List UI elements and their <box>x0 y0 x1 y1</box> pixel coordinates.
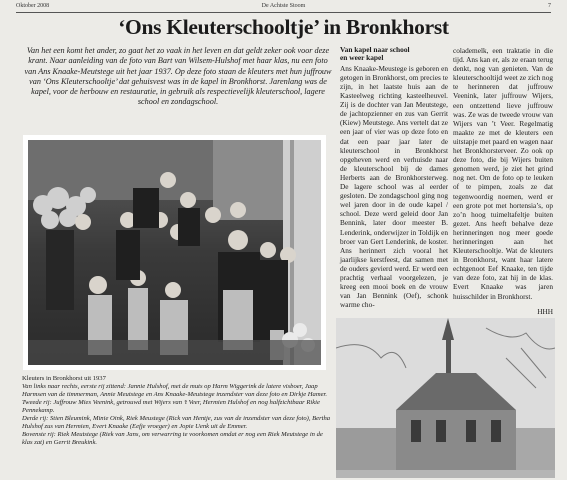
class-photo <box>23 135 326 370</box>
author-signature: HHH <box>537 306 553 316</box>
caption-line: Bovenste rij: Riek Meutstege (Riek van Jans, om verwarring te voorkomen omdat er nog een Riek Meutstege in de klas zat) en Gerrit Breukink. <box>22 431 323 447</box>
article-title: ‘Ons Kleuterschooltje’ in Bronkhorst <box>118 15 449 39</box>
article-intro: Van het een komt het ander, zo gaat het zo vaak in het leven en dat geldt zeker ook voor deze krant. Naar aanleiding van de foto van Bart van Wilsem-Hulshof met haar klas, nu een foto van Ans Knaake-Meutstege uit het jaar 1937. Op deze foto staan de kleuters met hun juffrouw van ‘Ons Kleuterschooltje’ dat gehuisvest was in de kapel in Bronkhorst. Jarenlang was de kapel, voor de herbouw en restauratie, in gebruik als respectievelijk kleuterschool, lagere school en zondagschool. <box>24 46 332 107</box>
subheading-continued: en weer kapel <box>340 53 384 63</box>
class-photo-image <box>28 140 321 365</box>
column-1-text: Ans Knaake-Meustege is geboren en getogen in Bronkhorst, om precies te zijn, in het laatste huis aan de Kasteelweg richting kasteelheuvel. Zij is de dochter van Jan Meutstege, de jachtopzienner en zus van Gerrit (Kiew) Meutstege. Ans vertelt dat ze een jaar of vier was op deze foto en dat een paar jaar later de kleuterschool in Bronkhorst opgeheven werd en verhuisde naar de kleuterschool bij de dames Herberts aan de Bronkhorsterweg. De lagere school was al eerder gesloten. De zondagschool ging nog wel jaren door in de oude kapel / school. Deze werd geleid door Jan Bennink, later door meester B. Lenderink, onderwijzer in Toldijk en broer van Gert Lenderink, de koster. Ans herinnert zich vooral het jaarlijkse kerstfeest, dat samen met de ouders gevierd werd. Er werd een prachtig verhaal voorgelezen, je kreeg een mooi boek en de vrouw van Jan Bennink (Oef), schonk warme cho- <box>340 63 448 310</box>
photo-caption <box>22 375 334 447</box>
article-column-2 <box>453 46 553 316</box>
caption-line: Tweede rij: Juffrouw Mies Veenink, getrouwd met Wijers van ’t Veer, Hermien Hulshof en nog halfzichtbaar Rikie Pennekamp. <box>22 399 320 415</box>
article-column-1 <box>340 46 448 309</box>
caption-line: Van links naar rechts, eerste rij zittend: Jannie Hulshof, met de muts op Harm Wiggerink de latere visboer, Jaap Harmsen van de timmerman, Annie Meutstege en Ans Knaake-Meutstege inzendster van deze foto en Dirkje Hamer. <box>22 383 328 399</box>
page-number: 7 <box>548 3 551 9</box>
column-2-text: colademelk, een traktatie in die tijd. Ans kan er, als ze eraan terug denkt, nog van genieten. Van de kleuterschooltijd weet ze zich nog te herinneren dat juffrouw Veenink, later juffrouw Wijers, een ontzettend lieve juffrouw was. Ze was de tweede vrouw van Wijers van ’t Veer. Regelmatig maakte ze met de kleuters een uitstapje met paard en wagen naar het Bronkhorsterveer. Zo ook op deze foto, die bij Wijers buiten genomen werd, je ziet het grind nog net. Om de foto op te leuken of te pimpen, zoals ze dat tegenwoordig noemen, werd er een grote pot met hortensia’s, op zo’n hoog tuimeltafeltje buiten gezet. Ans heeft behalve deze herinneringen nog meer goede herinneringen aan het Kleuterschooltje. Wat de kleuters in Bronkhorst, want haar latere echtgenoot Eef Knaake, ten tijde van deze foto, zat hij in de klas. Evert Knaake was jaren huisschilder in Bronkhorst. <box>453 46 553 301</box>
caption-line: Derde rij: Stien Bleumink, Minie Oink, Riek Meustege (Rick van Hentje, zus van de inzendster van deze foto), Bertha Hulshof zus van Hermien, Evert Knaake (Eefje vroeger) en Jopie Uenk uit de Emmer. <box>22 415 331 431</box>
header-rule <box>16 12 551 13</box>
subheading: Van kapel naar school <box>340 45 410 54</box>
page-header <box>16 3 551 12</box>
publication-name: De Achtste Stoom <box>261 3 306 9</box>
chapel-photo <box>336 318 555 478</box>
caption-heading: Kleuters in Bronkhorst uit 1937 <box>22 375 106 382</box>
issue-date: Oktober 2008 <box>16 3 50 9</box>
chapel-photo-image <box>336 318 555 478</box>
